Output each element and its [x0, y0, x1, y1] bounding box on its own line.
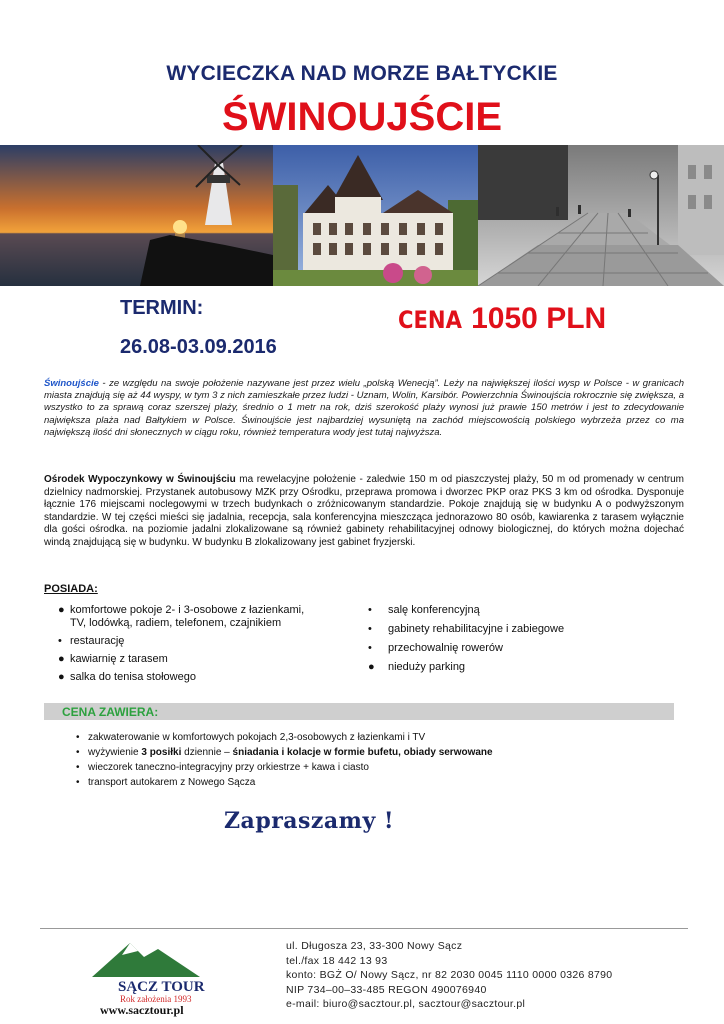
logo-founded: Rok założenia 1993: [120, 994, 192, 1004]
bullet-icon: •: [368, 642, 372, 654]
logo-company-name: SĄCZ TOUR: [118, 979, 205, 995]
address-line: konto: BGŻ O/ Nowy Sącz, nr 82 2030 0045 1110 0000 0326 8790: [286, 969, 613, 981]
price-block: [398, 302, 606, 336]
intro-paragraph: [44, 378, 684, 439]
list-item: • przechowalnię rowerów: [368, 642, 503, 654]
list-item: • transport autokarem z Nowego Sącza: [76, 777, 256, 788]
list-item: • zakwaterowanie w komfortowych pokojach 2,3-osobowych z łazienkami i TV: [76, 732, 426, 743]
villa-building-photo: [273, 145, 478, 286]
list-item: • salę konferencyjną: [368, 604, 480, 616]
company-logo: [82, 935, 262, 1005]
bullet-icon: ●: [368, 661, 375, 673]
list-item: ● salka do tenisa stołowego: [58, 671, 196, 683]
trip-dates: 26.08-03.09.2016: [120, 336, 277, 358]
address-line: tel./fax 18 442 13 93: [286, 954, 388, 967]
resort-keyword: Ośrodek Wypoczynkowy w Świnoujściu: [44, 474, 236, 485]
bullet-icon: ●: [58, 604, 65, 616]
list-item: • gabinety rehabilitacyjne i zabiegowe: [368, 623, 565, 635]
destination-title: ŚWINOUJŚCIE: [221, 95, 503, 139]
list-item: ● nieduży parking: [368, 661, 466, 673]
address-line[interactable]: e-mail: biuro@sacztour.pl, sacztour@sacztour.pl: [286, 998, 526, 1010]
address-line: NIP 734–00–33-485 REGON 490076940: [286, 983, 487, 996]
amenities-list-right: [368, 604, 568, 680]
resort-paragraph: [44, 474, 684, 550]
list-item: ● komfortowe pokoje 2- i 3-osobowe z łazienkami, TV, lodówką, radiem, telefonem, czajnikiem: [58, 604, 305, 629]
price-includes-heading: CENA ZAWIERA:: [62, 705, 159, 719]
amenities-list-left: [58, 604, 320, 689]
bullet-icon: ●: [58, 671, 65, 683]
page-title: WYCIECZKA NAD MORZE BAŁTYCKIE: [166, 62, 558, 85]
bullet-icon: •: [368, 604, 372, 616]
list-item: • restaurację: [58, 635, 125, 647]
windmill-sunset-photo: [0, 145, 273, 286]
intro-keyword: Świnoujście: [44, 378, 99, 389]
amenities-heading: POSIADA:: [44, 583, 98, 595]
bullet-icon: •: [368, 623, 372, 635]
website-link[interactable]: www.sacztour.pl: [100, 1003, 184, 1017]
address-line: ul. Długosza 23, 33-300 Nowy Sącz: [286, 940, 463, 952]
bullet-icon: •: [76, 762, 80, 773]
list-item: ● kawiarnię z tarasem: [58, 653, 168, 665]
price-includes-list: [76, 731, 636, 791]
price-label: CENA: [398, 306, 462, 334]
intro-text: - ze względu na swoje położenie nazywane jest przez wielu „polską Wenecją”. Leży na największej ilości wysp w Polsce - w granicach miasta znajdują się aż 44 wyspy, w tym 3 z nich zamieszkałe przez ludzi - Uznam, Wolin, Karsibór. Powierzchnia Świnoujścia rokrocznie się zwiększa, a wszystko to za sprawą coraz szerszej plaży, średnio o 1 metr na rok, dziś szerokość plaży wynosi już prawie 150 metrów i jest to zdecydowanie największa plaża nad Bałtykiem w Polsce. Świnoujście jest najbardziej wysuniętą na zachód miejscowością polskiego wybrzeża przez co ma największą ilość dni słonecznych w ciągu roku, również temperatura wody jest tutaj najwyższa.: [44, 378, 684, 438]
resort-text: ma rewelacyjne położenie - zaledwie 150 m od piaszczystej plaży, 50 m od promenady w centrum dzielnicy nadmorskiej. Przystanek autobusowy MZK przy Ośrodku, przeprawa promowa i dworzec PKP oraz PKS 3 km od ośrodka. Dysponuje łącznie 176 miejscami noclegowymi w trzech budynkach o zróżnicowanym standardzie. Pokoje znajdują się w budynku A o podwyższonym standardzie. W tej części mieści się jadalnia, recepcja, sala konferencyjna mieszcząca jednorazowo 80 osób, kawiarenka z tarasem wyłącznie dla gości ośrodka. na poziomie jadalni zlokalizowane są również gabinety rehabilitacyjnej odnowy biologicznej, do których można dojechać windą znajdującą się w budynku. W budynku B zlokalizowany jest gabinet fryzjerski.: [44, 474, 684, 548]
bullet-icon: •: [76, 732, 80, 743]
closing-invitation: Zapraszamy !: [224, 808, 395, 834]
bullet-icon: •: [76, 747, 80, 758]
company-address: [286, 939, 612, 1012]
bullet-icon: ●: [58, 653, 65, 665]
price-value: 1050 PLN: [471, 302, 607, 335]
termin-label: TERMIN:: [120, 297, 204, 319]
promenade-photo: [478, 145, 724, 286]
bullet-icon: •: [76, 777, 80, 788]
bullet-icon: •: [58, 635, 62, 647]
list-item: • wyżywienie 3 posiłki dziennie – śniadania i kolacje w formie bufetu, obiady serwowane: [76, 747, 493, 758]
footer-divider: [40, 928, 688, 929]
list-item: • wieczorek taneczno-integracyjny przy orkiestrze + kawa i ciasto: [76, 762, 369, 773]
